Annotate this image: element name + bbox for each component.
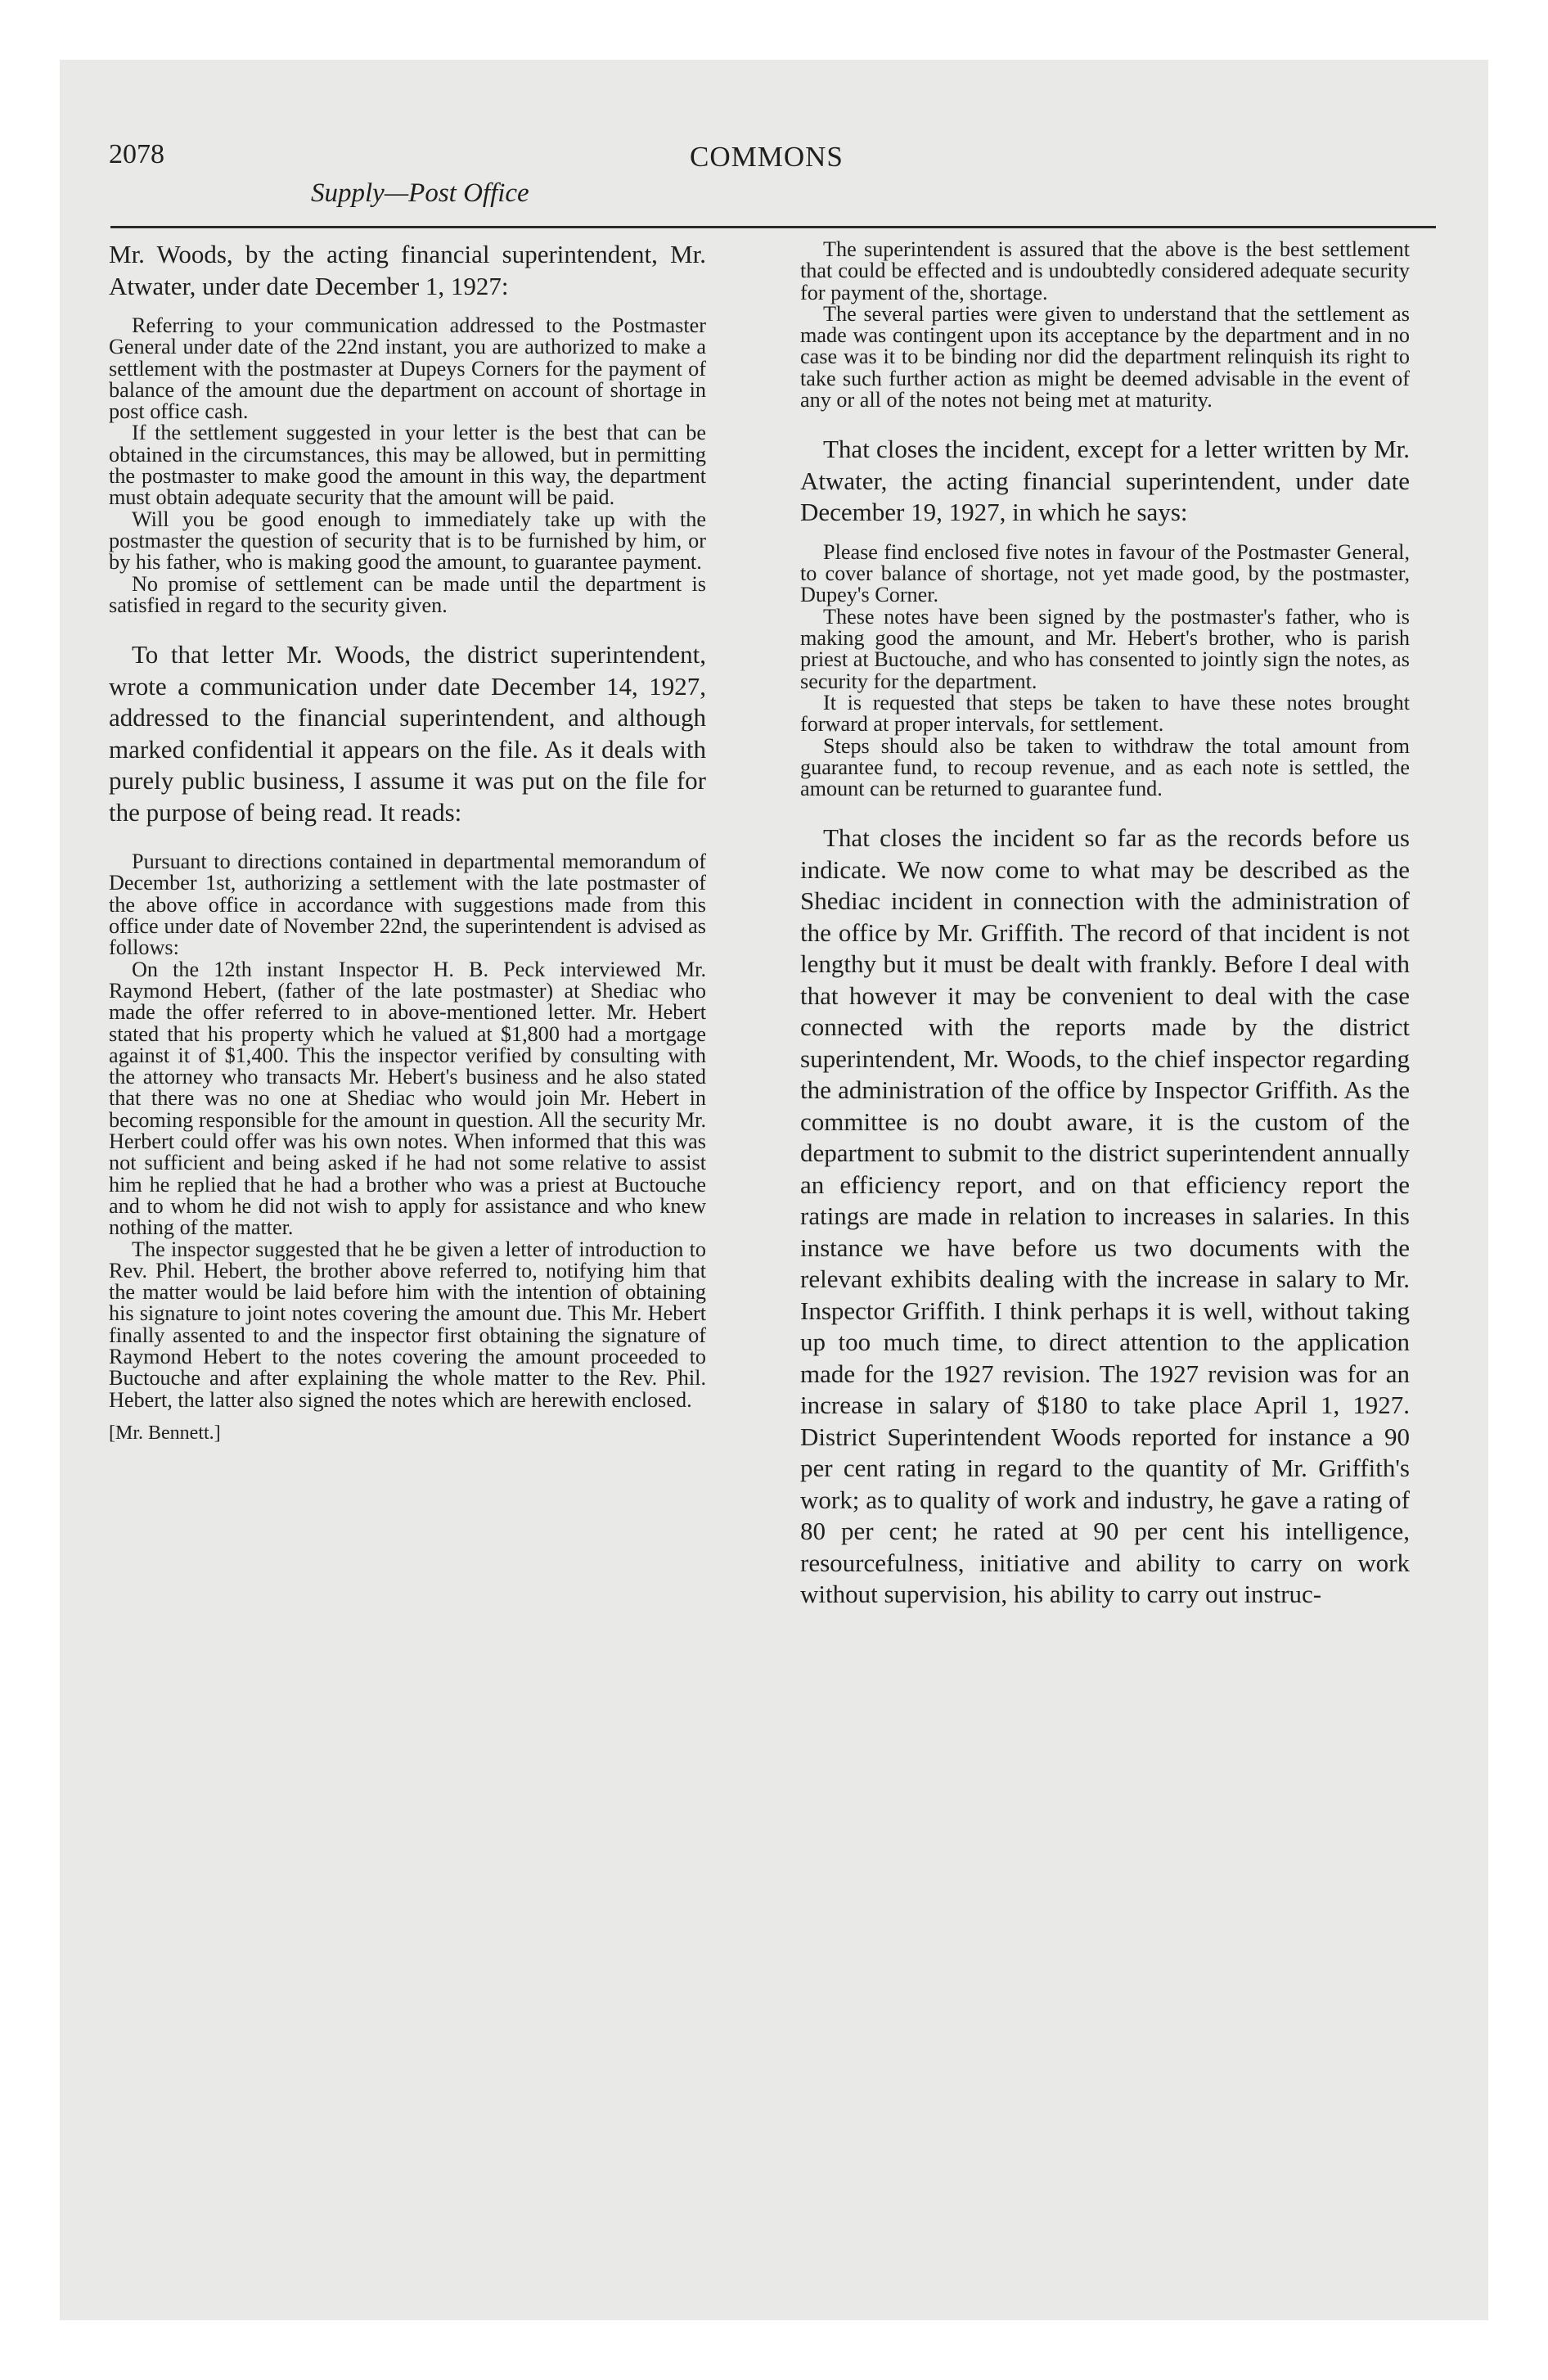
body-paragraph: That closes the incident so far as the records before us indicate. We now come to what may be described as the Shediac incident in connection with the administration of the office by Mr. Griffith. The record of that incident is not lengthy but it must be dealt with frankly. Before I deal with that however it may be convenient to deal with the case connected with the reports made by the district superintendent, Mr. Woods, to the chief inspector regarding the administration of the office by Inspector Griffith. As the committee is no doubt aware, it is the custom of the department to submit to the district superintendent annually an efficiency report, and on that efficiency report the ratings are made in relation to increases in salaries. In this instance we have before us two documents with the relevant exhibits dealing with the increase in salary to Mr. Inspector Griffith. I think perhaps it is well, without taking up too much time, to direct attention to the application made for the 1927 revision. The 1927 revision was for an increase in salary of $180 to take place April 1, 1927. District Superintendent Woods reported for instance a 90 per cent rating in regard to the quantity of Mr. Griffith's work; as to quality of work and industry, he gave a rating of 80 per cent; he rated at 90 per cent his intelligence, resourcefulness, initiative and ability to carry on work without supervision, his ability to carry out instruc- (800, 823, 1410, 1609)
quote-paragraph: It is requested that steps be taken to have these notes brought forward at proper intervals, for settlement. (800, 690, 1410, 737)
left-column (109, 239, 706, 1445)
page-number: 2078 (109, 139, 164, 169)
quote-paragraph: Referring to your communication addressed to the Postmaster General under date of the 22nd instant, you are authorized to make a settlement with the postmaster at Dupeys Corners for the payment of balance of the amount due the department on account of shortage in post office cash. (109, 313, 706, 424)
quoted-letter-1 (109, 315, 706, 616)
body-paragraph: To that letter Mr. Woods, the district superintendent, wrote a communication under date December 14, 1927, addressed to the financial superintendent, and although marked confidential it appears on the file. As it deals with purely public business, I assume it was put on the file for the purpose of being read. It reads: (109, 640, 706, 827)
quote-paragraph: The inspector suggested that he be given a letter of introduction to Rev. Phil. Hebert, the brother above referred to, notifying him that the matter would be laid before him with the intention of obtaining his signature to joint notes covering the amount due. This Mr. Hebert finally assented to and the inspector first obtaining the signature of Raymond Hebert to the notes covering the amount proceeded to Buctouche and after explaining the whole matter to the Rev. Phil. Hebert, the latter also signed the notes which are herewith enclosed. (109, 1237, 706, 1412)
quote-paragraph: The superintendent is assured that the above is the best settlement that could be effected and is undoubtedly considered adequate security for payment of the, shortage. (800, 237, 1410, 304)
speaker-tag: [Mr. Bennett.] (109, 1422, 221, 1444)
quoted-letter-3 (800, 539, 1410, 801)
quote-paragraph: If the settlement suggested in your letter is the best that can be obtained in the circumstances, this may be allowed, but in permitting the postmaster to make good the amount in this way, the department must obtain adequate security that the amount will be paid. (109, 421, 706, 510)
header-rule (110, 226, 1436, 228)
quote-paragraph: Will you be good enough to immediately take up with the postmaster the question of security that is to be furnished by him, or by his father, who is making good the amount, to guarantee payment. (109, 507, 706, 575)
quote-paragraph: Please find enclosed five notes in favour of the Postmaster General, to cover balance of shortage, not yet made good, by the postmaster, Dupey's Corner. (800, 539, 1410, 607)
quote-paragraph: Steps should also be taken to withdraw the total amount from guarantee fund, to recoup revenue, and as each note is settled, the amount can be returned to guarantee fund. (800, 733, 1410, 801)
quote-paragraph: Pursuant to directions contained in departmental memorandum of December 1st, authorizing a settlement with the late postmaster of the above office in accordance with suggestions made from this office under date of November 22nd, the superintendent is advised as follows: (109, 850, 706, 960)
quote-paragraph: On the 12th instant Inspector H. B. Peck interviewed Mr. Raymond Hebert, (father of the late postmaster) at Shediac who made the offer referred to in above-mentioned letter. Mr. Hebert stated that his property which he valued at $1,800 had a mortgage against it of $1,400. This the inspector verified by consulting with the attorney who transacts Mr. Hebert's business and he also stated that there was no one at Shediac who would join Mr. Hebert in becoming responsible for the amount in question. All the security Mr. Herbert could offer was his own notes. When informed that this was not sufficient and being asked if he had not some relative to assist him he replied that he had a brother who was a priest at Buctouche and to whom he did not wish to apply for assistance and who knew nothing of the matter. (109, 957, 706, 1240)
house-title: COMMONS (690, 141, 844, 173)
right-column (800, 239, 1410, 1611)
quoted-letter-2-continued (800, 239, 1410, 411)
page-header (109, 139, 1451, 229)
quote-paragraph: No promise of settlement can be made until the department is satisfied in regard to the security given. (109, 571, 706, 617)
running-title: Supply—Post Office (311, 178, 529, 208)
quote-paragraph: The several parties were given to understand that the settlement as made was contingent upon its acceptance by the department and in no case was it to be binding nor did the department relinquish its right to take such further action as might be deemed advisable in the event of any or all of the notes not being met at maturity. (800, 301, 1410, 412)
intro-paragraph: Mr. Woods, by the acting financial superintendent, Mr. Atwater, under date December 1, 1927: (109, 240, 706, 300)
quoted-letter-2 (109, 851, 706, 1411)
quote-paragraph: These notes have been signed by the postmaster's father, who is making good the amount, and Mr. Hebert's brother, who is parish priest at Buctouche, and who has consented to jointly sign the notes, as security for the department. (800, 604, 1410, 693)
body-paragraph: That closes the incident, except for a letter written by Mr. Atwater, the acting financial superintendent, under date December 19, 1927, in which he says: (800, 435, 1410, 527)
